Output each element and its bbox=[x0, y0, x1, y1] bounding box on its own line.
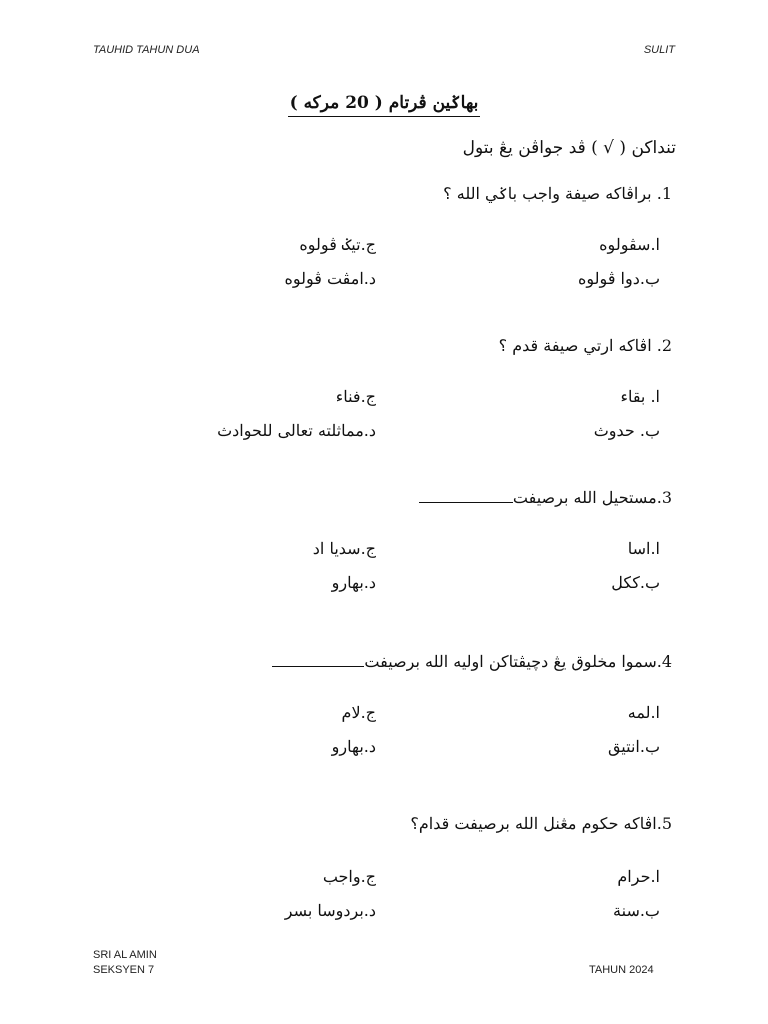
instruction: تنداكن ( √ ) ڤد جواڤن يڠ بتول bbox=[462, 138, 676, 158]
q4-option-d: د.بهارو bbox=[331, 737, 376, 756]
header-subject: TAUHID TAHUN DUA bbox=[93, 44, 200, 56]
section-title-wrap bbox=[0, 92, 768, 117]
question-2: 2. اڤاكه ارتي صيفة قدم ؟ bbox=[498, 336, 672, 355]
q3-option-a: ا.اسا bbox=[627, 539, 660, 558]
q2-option-a: ا. بقاء bbox=[620, 387, 660, 406]
question-3-text: 3.مستحيل الله برصيفت bbox=[512, 488, 672, 507]
question-3 bbox=[419, 488, 672, 507]
question-4 bbox=[272, 652, 672, 671]
section-title: بهاݢين ڤرتام ( 20 مركه ) bbox=[288, 92, 481, 117]
question-1: 1. براڤاكه صيفة واجب باݢي الله ؟ bbox=[443, 184, 672, 203]
header-classification: SULIT bbox=[643, 44, 675, 56]
q3-option-d: د.بهارو bbox=[331, 573, 376, 592]
q1-option-b: ب.دوا ڤولوه bbox=[578, 269, 660, 288]
answer-blank bbox=[272, 654, 364, 667]
q5-option-c: ج.واجب bbox=[322, 867, 376, 886]
q1-option-a: ا.سڤولوه bbox=[599, 235, 660, 254]
footer-section: SEKSYEN 7 bbox=[93, 964, 155, 976]
footer-school-block bbox=[93, 948, 157, 978]
footer-school: SRI AL AMIN bbox=[93, 949, 157, 961]
q3-option-c: ج.سديا اد bbox=[312, 539, 376, 558]
q5-option-d: د.بردوسا بسر bbox=[284, 901, 376, 920]
question-5: 5.اڤاكه حكوم مڠنل الله برصيفت قدام؟ bbox=[410, 814, 672, 833]
q2-option-d: د.مماثلته تعالى للحوادث bbox=[217, 421, 376, 440]
q1-option-d: د.امڤت ڤولوه bbox=[284, 269, 376, 288]
q4-option-c: ج.لام bbox=[341, 703, 376, 722]
q4-option-b: ب.انتيق bbox=[607, 737, 660, 756]
answer-blank bbox=[419, 490, 513, 503]
q5-option-b: ب.سنة bbox=[613, 901, 660, 920]
q2-option-b: ب. حدوث bbox=[593, 421, 660, 440]
q4-option-a: ا.لمه bbox=[627, 703, 660, 722]
q3-option-b: ب.ككل bbox=[611, 573, 660, 592]
question-4-text: 4.سموا مخلوق يڠ دچيڤتاكن اوليه الله برصيفت bbox=[364, 652, 672, 671]
q5-option-a: ا.حرام bbox=[617, 867, 660, 886]
footer-year: TAHUN 2024 bbox=[589, 964, 654, 976]
q2-option-c: ج.فناء bbox=[335, 387, 376, 406]
q1-option-c: ج.تيݢ ڤولوه bbox=[299, 235, 376, 254]
